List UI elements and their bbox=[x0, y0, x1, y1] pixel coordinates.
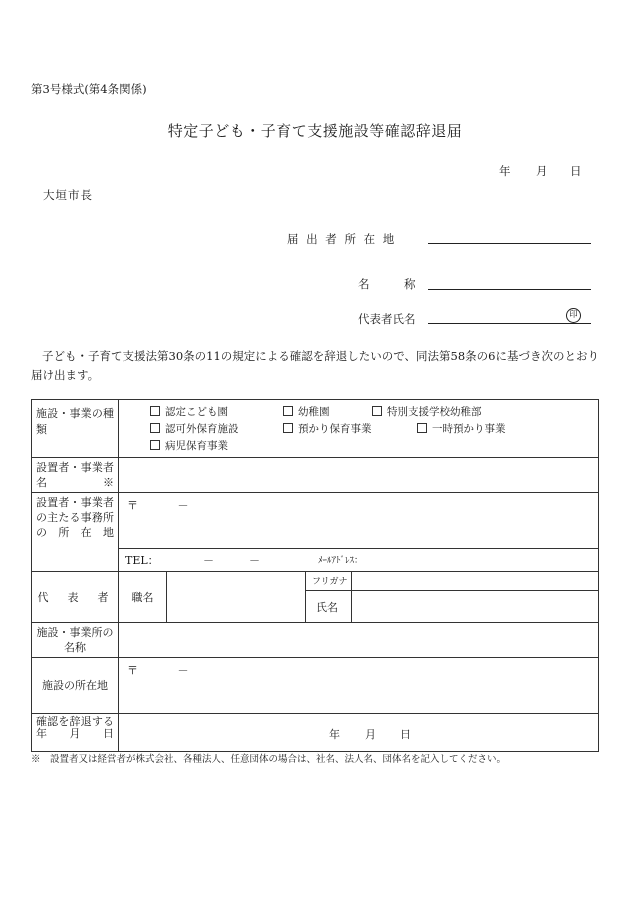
postal-mark: 〒 bbox=[127, 664, 138, 677]
form-number: 第3号様式(第4条関係) bbox=[31, 82, 147, 96]
applicant-name-label: 名 称 bbox=[358, 277, 416, 291]
facility-name-input[interactable] bbox=[119, 623, 599, 658]
furigana-label: フリガナ bbox=[312, 577, 348, 587]
type-options-row-1 bbox=[150, 404, 598, 421]
checkbox-icon[interactable] bbox=[150, 423, 160, 433]
rep-title-label: 職名 bbox=[131, 591, 154, 604]
option-byouji[interactable]: 病児保育事業 bbox=[150, 438, 228, 455]
office-label-cell bbox=[32, 493, 119, 572]
option-youchien[interactable]: 幼稚園 bbox=[283, 404, 330, 421]
withdraw-day-label: 日 bbox=[400, 728, 411, 741]
applicant-address-line[interactable] bbox=[428, 243, 591, 244]
option-kodomoen[interactable]: 認定こども園 bbox=[150, 404, 228, 421]
office-label: 設置者・事業者の主たる事務所の所在地 bbox=[36, 496, 114, 539]
applicant-rep-label: 代表者氏名 bbox=[358, 312, 416, 326]
operator-label: 設置者・事業者名※ bbox=[36, 461, 114, 489]
applicant-rep-line[interactable] bbox=[428, 323, 591, 324]
rep-label-cell bbox=[32, 572, 119, 623]
date-year-label: 年 bbox=[499, 164, 511, 178]
postal-dash: － bbox=[177, 664, 189, 677]
option-ninkagai[interactable]: 認可外保育施設 bbox=[150, 421, 239, 438]
type-label: 施設・事業の種類 bbox=[36, 407, 114, 436]
addressee: 大垣市長 bbox=[43, 188, 93, 202]
type-options-row-2 bbox=[150, 421, 598, 438]
page-title: 特定子ども・子育て支援施設等確認辞退届 bbox=[167, 122, 463, 140]
checkbox-icon[interactable] bbox=[417, 423, 427, 433]
rep-title-label-cell bbox=[119, 572, 167, 623]
facility-addr-label-cell bbox=[32, 658, 119, 714]
name-label-cell bbox=[306, 591, 352, 623]
checkbox-icon[interactable] bbox=[283, 406, 293, 416]
email-label: ﾒｰﾙｱﾄﾞﾚｽ： bbox=[318, 556, 364, 566]
facility-addr-label: 施設の所在地 bbox=[42, 679, 108, 692]
checkbox-icon[interactable] bbox=[372, 406, 382, 416]
tel-label: TEL： bbox=[125, 554, 159, 567]
type-options-cell bbox=[119, 400, 599, 458]
postal-mark: 〒 bbox=[127, 499, 138, 512]
seal-mark: 印 bbox=[566, 308, 581, 323]
checkbox-icon[interactable] bbox=[150, 406, 160, 416]
checkbox-icon[interactable] bbox=[283, 423, 293, 433]
facility-addr-input[interactable] bbox=[119, 658, 599, 714]
type-options-row-3 bbox=[150, 438, 598, 455]
rep-title-input[interactable] bbox=[167, 572, 306, 623]
postal-dash: － bbox=[177, 499, 189, 512]
withdraw-month-label: 月 bbox=[365, 728, 376, 741]
facility-name-label-cell bbox=[32, 623, 119, 658]
rep-label: 代 表 者 bbox=[37, 590, 113, 604]
option-azukari[interactable]: 預かり保育事業 bbox=[283, 421, 372, 438]
furigana-input[interactable] bbox=[352, 572, 599, 591]
date-month-label: 月 bbox=[536, 164, 548, 178]
tel-dash-1: － bbox=[203, 554, 214, 567]
facility-name-label: 施設・事業所の名称 bbox=[36, 626, 114, 654]
withdraw-year-label: 年 bbox=[329, 728, 340, 741]
applicant-name-line[interactable] bbox=[428, 289, 591, 290]
withdraw-date-input[interactable] bbox=[119, 714, 599, 752]
withdraw-date-label: 確認を辞退する年月日 bbox=[36, 715, 114, 740]
applicant-address-label: 届 出 者 所 在 地 bbox=[287, 232, 397, 246]
operator-input[interactable] bbox=[119, 458, 599, 493]
footnote: ※ 設置者又は経営者が株式会社、各種法人、任意団体の場合は、社名、法人名、団体名を記入してください。 bbox=[31, 754, 507, 765]
withdrawal-form-table bbox=[31, 399, 599, 752]
name-input[interactable] bbox=[352, 591, 599, 623]
body-text: 子ども・子育て支援法第30条の11の規定による確認を辞退したいので、同法第58条の6に基づき次のとおり届け出ます。 bbox=[31, 349, 599, 382]
furigana-label-cell bbox=[306, 572, 352, 591]
option-tokubetsu[interactable]: 特別支援学校幼稚部 bbox=[372, 404, 482, 421]
option-ichiji[interactable]: 一時預かり事業 bbox=[417, 421, 506, 438]
type-label-cell bbox=[32, 400, 119, 458]
office-address-input[interactable] bbox=[119, 493, 599, 549]
name-label: 氏名 bbox=[316, 600, 338, 614]
withdraw-date-label-cell bbox=[32, 714, 119, 752]
operator-label-cell bbox=[32, 458, 119, 493]
date-day-label: 日 bbox=[570, 164, 582, 178]
tel-dash-2: － bbox=[249, 554, 260, 567]
checkbox-icon[interactable] bbox=[150, 440, 160, 450]
office-contact-cell bbox=[119, 549, 599, 572]
